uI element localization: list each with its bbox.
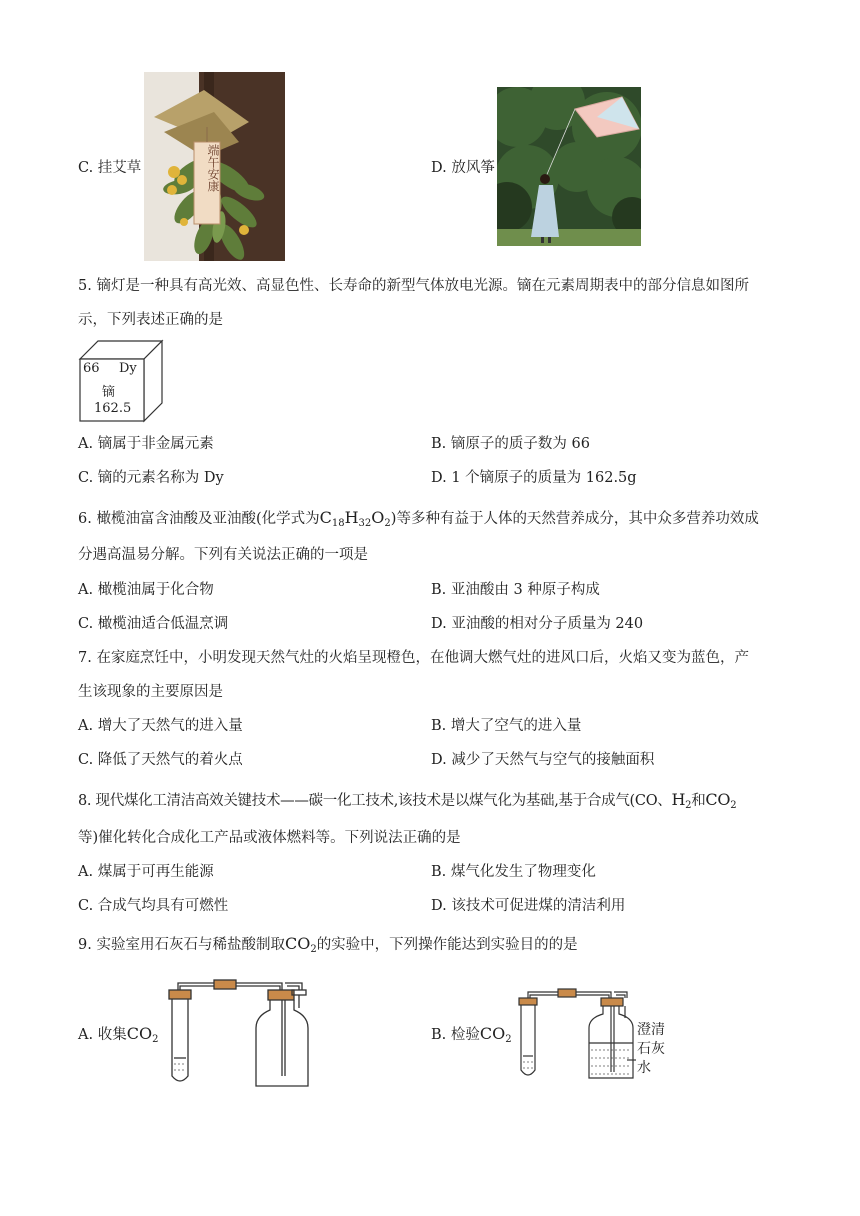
element-symbol: Dy	[119, 361, 137, 376]
q9-option-b: B. 检验$CO_2$	[431, 1024, 512, 1045]
q8-option-d: D. 该技术可促进煤的清洁利用	[431, 898, 626, 914]
q7-stem-line1: 7. 在家庭烹饪中，小明发现天然气灶的火焰呈现橙色，在他调大燃气灶的进风口后，火焰又变为蓝色，产	[78, 650, 749, 666]
q6-option-a: A. 橄榄油属于化合物	[78, 582, 214, 598]
kite-photo	[497, 87, 641, 246]
q5-option-b: B. 镝原子的质子数为 66	[431, 436, 590, 452]
hydrogen-formula: $H_2$	[671, 790, 692, 811]
q7-stem-line2: 生该现象的主要原因是	[78, 684, 223, 700]
apparatus-test-diagram	[515, 988, 637, 1082]
q8-stem-line1	[78, 790, 783, 816]
q6-stem-pre: 6. 橄榄油富含油酸及亚油酸(化学式为	[78, 511, 320, 527]
q7-option-d: D. 减少了天然气与空气的接触面积	[431, 752, 655, 768]
q4-option-d-label: D. 放风筝	[431, 160, 495, 176]
linoleic-acid-formula: $C_{18}H_{32}O_2$	[319, 508, 391, 529]
apparatus-collect-diagram	[160, 978, 312, 1090]
q5-option-c: C. 镝的元素名称为 Dy	[78, 470, 224, 486]
q5-option-a: A. 镝属于非金属元素	[78, 436, 214, 452]
q6-stem-post: )等多种有益于人体的天然营养成分，其中众多营养功效成	[390, 511, 759, 527]
q6-option-b: B. 亚油酸由 3 种原子构成	[431, 582, 600, 598]
q8-option-c: C. 合成气均具有可燃性	[78, 898, 229, 914]
element-atomic-number: 66	[83, 361, 100, 376]
co2-formula: $CO_2$	[705, 790, 737, 811]
q6-stem-line1	[78, 508, 783, 534]
element-atomic-mass: 162.5	[94, 401, 132, 416]
q8-stem-pre: 8. 现代煤化工清洁高效关键技术——碳一化工技术,该技术是以煤气化为基础,基于合成气(CO、	[78, 793, 672, 809]
co2-formula: $CO_2$	[284, 934, 317, 955]
q5-stem-line1: 5. 镝灯是一种具有高光效、高显色性、长寿命的新型气体放电光源。镝在元素周期表中的部分信息如图所	[78, 278, 749, 294]
q8-and: 和	[691, 793, 706, 809]
q4-option-c-label: C. 挂艾草	[78, 160, 142, 176]
q9-stem: 9. 实验室用石灰石与稀盐酸制取$CO_2$的实验中，下列操作能达到实验目的的是	[78, 934, 578, 955]
q8-stem-line2: 等)催化转化合成化工产品或液体燃料等。下列说法正确的是	[78, 830, 461, 846]
q5-stem-line2: 示，下列表述正确的是	[78, 312, 223, 328]
q6-option-d: D. 亚油酸的相对分子质量为 240	[431, 616, 644, 632]
q6-stem-line2: 分遇高温易分解。下列有关说法正确的一项是	[78, 547, 368, 563]
q7-option-a: A. 增大了天然气的进入量	[78, 718, 243, 734]
q9-option-a: A. 收集$CO_2$	[78, 1024, 159, 1045]
q8-option-a: A. 煤属于可再生能源	[78, 864, 214, 880]
q7-option-b: B. 增大了空气的进入量	[431, 718, 582, 734]
q8-option-b: B. 煤气化发生了物理变化	[431, 864, 596, 880]
element-name: 镝	[102, 385, 116, 400]
q6-option-c: C. 橄榄油适合低温烹调	[78, 616, 229, 632]
tag-text: 端午安康	[206, 144, 220, 192]
limewater-label: 澄清 石灰 水	[637, 1022, 665, 1076]
q5-option-d: D. 1 个镝原子的质量为 162.5g	[431, 470, 637, 486]
q7-option-c: C. 降低了天然气的着火点	[78, 752, 243, 768]
